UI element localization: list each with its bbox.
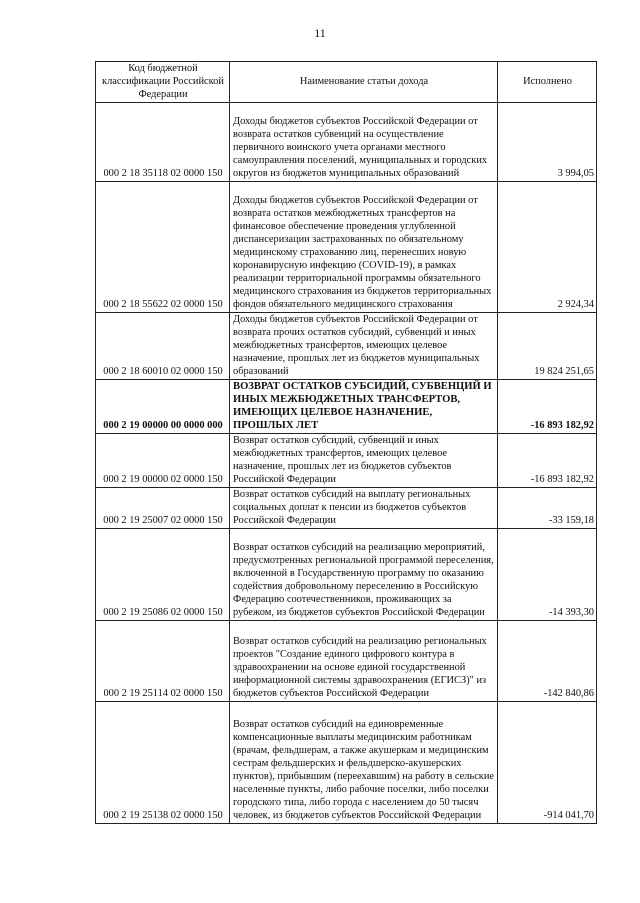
row-name: Возврат остатков субсидий на реализацию региональных проектов "Создание единого цифрового контура в здравоохранении на основе единой государственной информационной системы здравоохранения (ЕГИСЗ)" из бюджетов субъектов Российской Федерации (230, 621, 498, 702)
row-amount: -16 893 182,92 (498, 434, 597, 488)
table-row-total (96, 380, 597, 434)
row-code: 000 2 18 55622 02 0000 150 (96, 182, 230, 313)
row-name: Возврат остатков субсидий на реализацию мероприятий, предусмотренных региональной программой переселения, включенной в Государственную программу по оказанию содействия добровольному переселению в Российскую Федерацию соотечественников, проживающих за рубежом, из бюджетов субъектов Российской Федерации (230, 529, 498, 621)
row-name: Доходы бюджетов субъектов Российской Федерации от возврата остатков межбюджетных трансфертов на финансовое обеспечение проведения углубленной диспансеризации застрахованных по обязательному медицинскому страхованию лиц, перенесших новую коронавирусную инфекцию (COVID-19), в рамках реализации территориальной программы обязательного медицинского страхования из бюджетов территориальных фондов обязательного медицинского страхования (230, 182, 498, 313)
table-row (96, 488, 597, 529)
revenue-table (95, 61, 597, 824)
row-name: Возврат остатков субсидий на выплату региональных социальных доплат к пенсии из бюджетов субъектов Российской Федерации (230, 488, 498, 529)
row-code: 000 2 19 25114 02 0000 150 (96, 621, 230, 702)
row-name: Возврат остатков субсидий на единовременные компенсационные выплаты медицинским работникам (врачам, фельдшерам, а также акушеркам и медицинским сестрам фельдшерских и фельдшерско-акушерских пунктов), прибывшим (переехавшим) на работу в сельские населенные пункты, либо рабочие поселки, либо поселки городского типа, либо города с населением до 50 тысяч человек, из бюджетов субъектов Российской Федерации (230, 702, 498, 824)
row-code: 000 2 19 25007 02 0000 150 (96, 488, 230, 529)
header-name: Наименование статьи дохода (230, 62, 498, 103)
row-amount: 3 994,05 (498, 103, 597, 182)
row-name: Возврат остатков субсидий, субвенций и иных межбюджетных трансфертов, имеющих целевое назначение, прошлых лет из бюджетов субъектов Российской Федерации (230, 434, 498, 488)
row-code: 000 2 19 25086 02 0000 150 (96, 529, 230, 621)
row-name: Доходы бюджетов субъектов Российской Федерации от возврата остатков субвенций на осуществление первичного воинского учета органами местного самоуправления поселений, муниципальных и городских округов из бюджетов муниципальных образований (230, 103, 498, 182)
row-amount: 2 924,34 (498, 182, 597, 313)
row-code: 000 2 19 00000 02 0000 150 (96, 434, 230, 488)
table-row (96, 313, 597, 380)
table-row (96, 434, 597, 488)
row-code: 000 2 18 35118 02 0000 150 (96, 103, 230, 182)
table-row (96, 529, 597, 621)
row-amount: -16 893 182,92 (498, 380, 597, 434)
table-header-row (96, 62, 597, 103)
row-amount: -33 159,18 (498, 488, 597, 529)
page-number: 11 (314, 26, 326, 40)
row-code: 000 2 18 60010 02 0000 150 (96, 313, 230, 380)
header-code: Код бюджетной классификации Российской Федерации (96, 62, 230, 103)
row-amount: -14 393,30 (498, 529, 597, 621)
row-code: 000 2 19 00000 00 0000 000 (96, 380, 230, 434)
table-body (96, 103, 597, 824)
row-amount: 19 824 251,65 (498, 313, 597, 380)
table-row (96, 702, 597, 824)
row-code: 000 2 19 25138 02 0000 150 (96, 702, 230, 824)
row-name: Доходы бюджетов субъектов Российской Федерации от возврата прочих остатков субсидий, субвенций и иных межбюджетных трансфертов, имеющих целевое назначение, прошлых лет из бюджетов муниципальных образований (230, 313, 498, 380)
table-row (96, 103, 597, 182)
row-name: ВОЗВРАТ ОСТАТКОВ СУБСИДИЙ, СУБВЕНЦИЙ И ИНЫХ МЕЖБЮДЖЕТНЫХ ТРАНСФЕРТОВ, ИМЕЮЩИХ ЦЕЛЕВОЕ НАЗНАЧЕНИЕ, ПРОШЛЫХ ЛЕТ (230, 380, 498, 434)
row-amount: -142 840,86 (498, 621, 597, 702)
table-row (96, 621, 597, 702)
header-amount: Исполнено (498, 62, 597, 103)
row-amount: -914 041,70 (498, 702, 597, 824)
table-row (96, 182, 597, 313)
